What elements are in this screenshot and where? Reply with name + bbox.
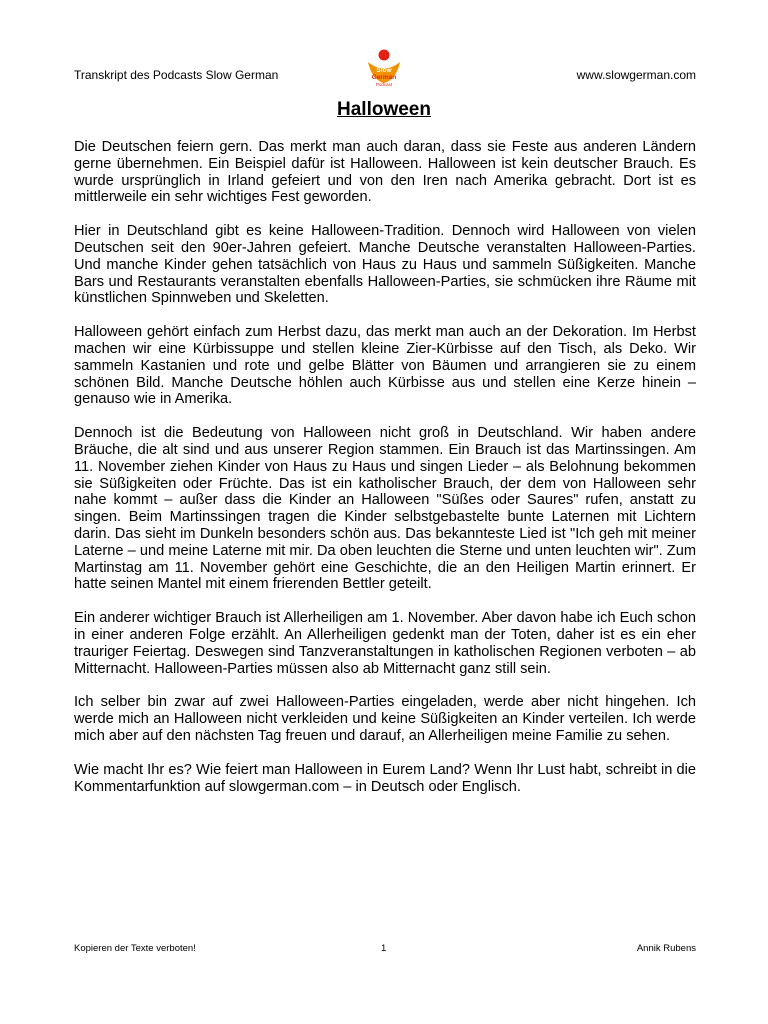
footer-copyright: Kopieren der Texte verboten!	[74, 943, 196, 954]
paragraph: Die Deutschen feiern gern. Das merkt man auch daran, dass sie Feste aus anderen Ländern gerne übernehmen. Ein Beispiel dafür ist Halloween. Halloween ist kein deutscher Brauch. Es wurde ursprünglich in Irland gefeiert und von den Iren nach Amerika gebracht. Dort ist es mittlerweile ein sehr wichtiges Fest geworden.	[74, 139, 696, 206]
footer-page-number: 1	[381, 943, 387, 954]
footer-author: Annik Rubens	[636, 943, 696, 954]
logo-text-podcast: Podcast	[375, 82, 393, 87]
page-title: Halloween	[337, 99, 431, 120]
paragraph: Ich selber bin zwar auf zwei Halloween-Parties eingeladen, werde aber nicht hingehen. Ich werde mich an Halloween nicht verkleiden und keine Süßigkeiten an Kinder verteilen. Ich werde mich aber auf den nächsten Tag freuen und darauf, an Allerheiligen meine Familie zu sehen.	[74, 694, 696, 744]
header-website: www.slowgerman.com	[576, 68, 696, 82]
paragraph: Halloween gehört einfach zum Herbst dazu, das merkt man auch an der Dekoration. Im Herbst machen wir eine Kürbissuppe und stellen kleine Zier-Kürbisse auf den Tisch, als Deko. Wir sammeln Kastanien und rote und gelbe Blätter von Bäumen und arrangieren sie zu einem schönen Bild. Manche Deutsche höhlen auch Kürbisse aus und stellen eine Kerze hinein – genauso wie in Amerika.	[74, 324, 696, 408]
paragraph: Dennoch ist die Bedeutung von Halloween nicht groß in Deutschland. Wir haben andere Bräuche, die alt sind und aus unserer Region stammen. Ein Brauch ist das Martinssingen. Am 11. November ziehen Kinder von Haus zu Haus und singen Lieder – als Belohnung bekommen sie Süßigkeiten oder Früchte. Das ist ein katholischer Brauch, der dem von Halloween sehr nahe kommt – außer dass die Kinder an Halloween "Süßes oder Saures" rufen, anstatt zu singen. Beim Martinssingen tragen die Kinder selbstgebastelte bunte Laternen mit Lichtern darin. Das sieht im Dunkeln besonders schön aus. Das bekannteste Lied ist "Ich geh mit meiner Laterne – und meine Laterne mit mir. Da oben leuchten die Sterne und unten leuchten wir". Zum Martinstag am 11. November gehört eine Geschichte, die an den Heiligen Martin erinnert. Er hatte seinen Mantel mit einem frierenden Bettler geteilt.	[74, 425, 696, 593]
logo-text-slow: Slow	[376, 67, 392, 74]
paragraph: Hier in Deutschland gibt es keine Halloween-Tradition. Dennoch wird Halloween von vielen Deutschen seit den 90er-Jahren gefeiert. Manche Deutsche veranstalten Halloween-Parties. Und manche Kinder gehen tatsächlich von Haus zu Haus und sammeln Süßigkeiten. Manche Bars und Restaurants veranstalten ebenfalls Halloween-Parties, sie schmücken ihre Räume mit künstlichen Spinnweben und Skeletten.	[74, 223, 696, 307]
slow-german-logo-icon	[364, 47, 404, 93]
paragraph: Ein anderer wichtiger Brauch ist Allerheiligen am 1. November. Aber davon habe ich Euch schon in einer anderen Folge erzählt. An Allerheiligen gedenkt man der Toten, daher ist es ein eher trauriger Feiertag. Deswegen sind Tanzveranstaltungen in katholischen Regionen verboten – ab Mitternacht. Halloween-Parties müssen also ab Mitternacht ganz still sein.	[74, 610, 696, 677]
logo-text-german: German	[371, 74, 397, 81]
paragraph: Wie macht Ihr es? Wie feiert man Halloween in Eurem Land? Wenn Ihr Lust habt, schreibt in die Kommentarfunktion auf slowgerman.com – in Deutsch oder Englisch.	[74, 761, 696, 795]
slow-german-logo	[364, 47, 404, 93]
transcript-body	[74, 139, 696, 812]
header-podcast-title: Transkript des Podcasts Slow German	[74, 68, 279, 82]
